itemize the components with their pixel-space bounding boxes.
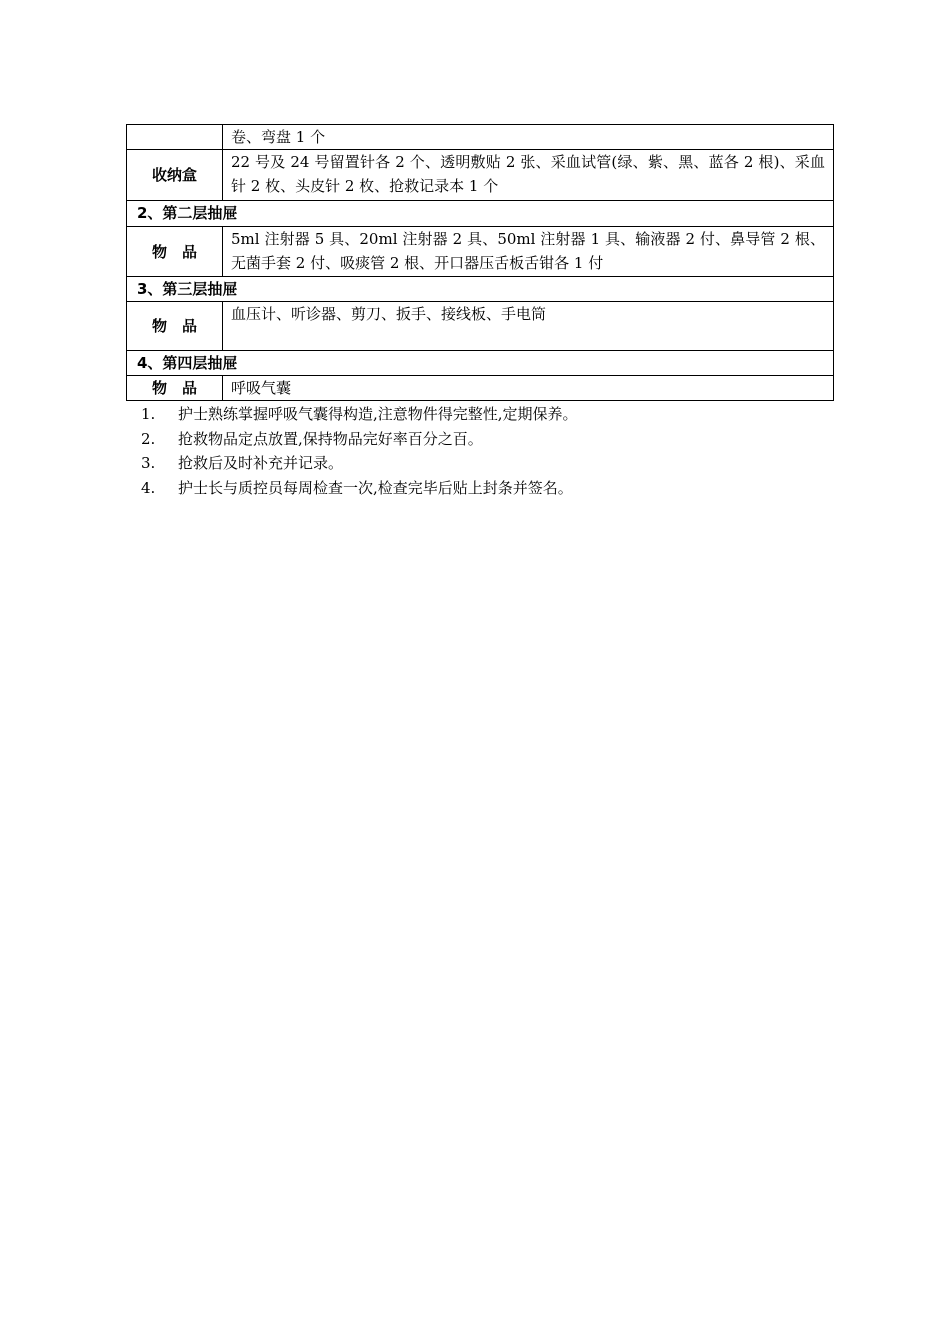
list-item-text: 抢救物品定点放置,保持物品完好率百分之百。 bbox=[178, 429, 483, 448]
row-content-drawer-3: 血压计、听诊器、剪刀、扳手、接线板、手电筒 bbox=[223, 302, 834, 351]
list-item-text: 护士长与质控员每周检查一次,检查完毕后贴上封条并签名。 bbox=[178, 478, 573, 497]
list-item-number: 4. bbox=[141, 478, 156, 497]
list-item-number: 1. bbox=[141, 405, 156, 423]
row-label-drawer-4: 物 品 bbox=[127, 376, 223, 401]
table-row-drawer-3 bbox=[127, 302, 834, 351]
list-item-number: 2. bbox=[141, 429, 156, 448]
list-item-number: 3. bbox=[141, 454, 156, 472]
section-title-drawer-3: 3、第三层抽屉 bbox=[127, 277, 834, 302]
row-label-drawer-2: 物 品 bbox=[127, 227, 223, 277]
row-content-storage-box: 22 号及 24 号留置针各 2 个、透明敷贴 2 张、采血试管(绿、紫、黑、蓝各 2 根)、采血针 2 枚、头皮针 2 枚、抢救记录本 1 个 bbox=[223, 150, 834, 201]
notes-list bbox=[141, 402, 831, 500]
table-row-drawer-4 bbox=[127, 376, 834, 401]
row-label-drawer-3: 物 品 bbox=[127, 302, 223, 351]
section-row-drawer-2 bbox=[127, 201, 834, 227]
row-content-drawer-2: 5ml 注射器 5 具、20ml 注射器 2 具、50ml 注射器 1 具、输液器 2 付、鼻导管 2 根、无菌手套 2 付、吸痰管 2 根、开口器压舌板舌钳各 1 付 bbox=[223, 227, 834, 277]
inventory-table bbox=[126, 124, 834, 401]
row-content-continued: 卷、弯盘 1 个 bbox=[223, 125, 834, 150]
row-label-empty bbox=[127, 125, 223, 150]
table-row-storage-box bbox=[127, 150, 834, 201]
list-item-text: 护士熟练掌握呼吸气囊得构造,注意物件得完整性,定期保养。 bbox=[178, 405, 578, 423]
section-title-drawer-4: 4、第四层抽屉 bbox=[127, 351, 834, 376]
table-row-continued bbox=[127, 125, 834, 150]
list-item-text: 抢救后及时补充并记录。 bbox=[178, 454, 344, 472]
list-item bbox=[141, 476, 831, 501]
section-row-drawer-4 bbox=[127, 351, 834, 376]
list-item bbox=[141, 427, 831, 452]
list-item bbox=[141, 451, 831, 476]
row-content-drawer-4: 呼吸气囊 bbox=[223, 376, 834, 401]
section-title-drawer-2: 2、第二层抽屉 bbox=[127, 201, 834, 227]
row-label-storage-box: 收纳盒 bbox=[127, 150, 223, 201]
list-item bbox=[141, 402, 831, 427]
section-row-drawer-3 bbox=[127, 277, 834, 302]
table-row-drawer-2 bbox=[127, 227, 834, 277]
